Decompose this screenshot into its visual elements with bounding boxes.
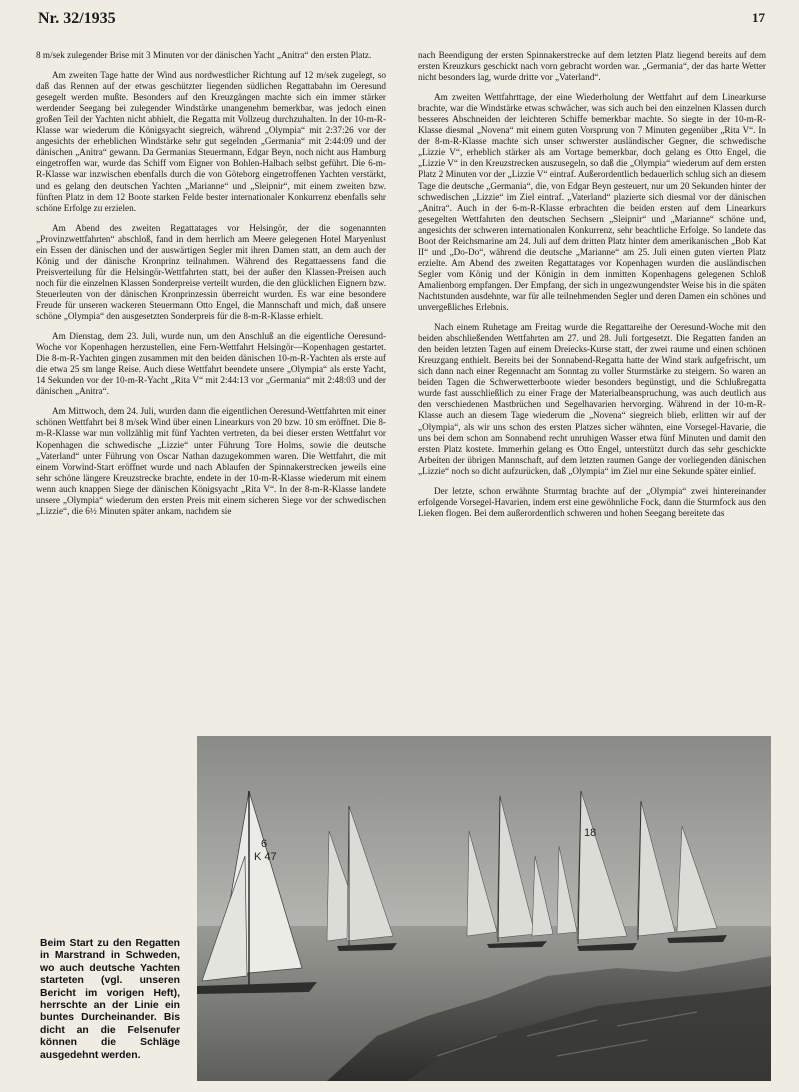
paragraph: Am zweiten Wettfahrttage, der eine Wiederholung der Wettfahrt auf dem Linearkurse brachte, war die Windstärke etwas schwächer, was sich auch bei den einzelnen Klassen durch besseres Abschneiden der leichteren Schiffe bemerkbar machte. So siegte in der 10-m-R-Klasse diesmal „Novena“ mit einem guten Vorsprung von 7 Minuten gegenüber „Rita V“. In der 8-m-R-Klasse machte sich unser schwerster ausländischer Gegner, die schwedische „Lizzie V“, erheblich stärker als am Vortage bemerkbar, doch gelang es Otto Engel, die „Lizzie V“ in den Kreuzstrecken auszusegeln, so daß die „Olympia“ wiederum auf dem ersten Platz 2 Minuten vor der „Lizzie V“ eintraf. Außerordentlich bedauerlich schlug sich an diesem Tage die deutsche „Germania“, die, von Edgar Beyn gesteuert, nur um 20 Sekunden hinter der schwedischen „Lizzie“ im Ziel eintraf. „Vaterland“ plazierte sich diesmal vor der dänischen „Anitra“. Auch in der 6-m-R-Klasse erbrachten die beiden ersten auf dem Linearkurs gesegelten Wettfahrten den deutschen Sechsern „Sleipnir“ und „Marianne“ schöne und, angesichts der schweren internationalen Konkurrenz, sehr beachtliche Erfolge. So landete das Boot der Reichsmarine am 24. Juli auf dem dritten Platz hinter dem amerikanischen „Bob Kat II“ und „Do-Do“, während die deutsche „Marianne“ am 25. Juli einen guten vierten Platz erzielte. Am Abend des zweiten Regattatages vor Kopenhagen wurden die ausländischen Segler vom König und der Königin in dem inmitten Kopenhagens gelegenen Schloß Amalienborg empfangen. Der Empfang, der sich in ungezwungendster Weise bis in die späten Nachtstunden ausdehnte, war für alle teilnehmenden Segler und deren Damen ein schönes und unvergeßliches Erlebnis. <box>418 92 766 313</box>
paragraph: Der letzte, schon erwähnte Sturmtag brachte auf der „Olympia“ zwei hintereinander erfolgende Vorsegel-Havarien, indem erst eine gewöhnliche Fock, dann die Sturmfock aus den Lieken flogen. Bei dem außerordentlich schweren und hohen Seegang bereitete das <box>418 485 766 518</box>
page-number: 17 <box>752 10 765 25</box>
sail-number-top: 6 <box>261 838 268 850</box>
paragraph: Am zweiten Tage hatte der Wind aus nordwestlicher Richtung auf 12 m/sek zugelegt, so daß das Rennen auf der etwas geschützter liegenden südlichen Regattabahn im Oeresund gesegelt werden mußte. Besonders auf den Kreuzgängen machte sich ein immer stärker werdender Seegang bei zulegender Windstärke unangenehm bemerkbar, was jedoch einen großen Teil der Yachten nicht abhielt, die Regatta mit Vollzeug durchzuhalten. In der 10-m-R-Klasse war wiederum die Königsyacht siegreich, während „Olympia“ mit 2:37:26 vor der angesichts der erheblichen Windstärke sehr gut segelnden „Germania“ mit 2:44:09 und der dänischen „Anitra“ gewann. Da Germanias Steuermann, Edgar Beyn, noch nicht aus Hamburg eingetroffen war, wurde das Schiff vom Eigner von Bohlen-Halbach selbst geführt. Die 6-m-R-Klasse war inzwischen ebenfalls durch die von Göteborg eingetroffenen Yachten verstärkt, und es gelang den deutschen Yachten „Marianne“ und „Sleipnir“, mit einem zweiten bzw. fünften Platz in dem 12 Boote starken Felde bester internationaler Konkurrenz ebenfalls sehr schöne Erfolge zu erzielen. <box>36 70 386 213</box>
issue-number: Nr. 32/1935 <box>38 10 116 27</box>
regatta-photo-illustration <box>197 736 771 1081</box>
paragraph: Am Abend des zweiten Regattatages vor Helsingör, der die sogenannten „Provinzwettfahrten“ abschloß, fand in dem herrlich am Meere gelegenen Hotel Maryenlust ein Essen der dänischen und der auswärtigen Segler mit ihren Damen statt, an dem auch der König und der dänische Kronprinz teilnahmen. Während des Regattaessens fand die Preisverteilung für die Helsingör-Wettfahrten statt, bei der außer den Klassen-Preisen auch noch für die einzelnen Klassen Sonderpreise verteilt wurden, die den glücklichen Eignern bzw. Steuerleuten von der dänischen Kronprinzessin überreicht wurden. Es war eine besondere Freude für unseren wackeren Steuermann Otto Engel, die Mannschaft und mich, daß unsere schöne „Olympia“ den ausgesetzten Sonderpreis für die 8-m-R-Klasse erhielt. <box>36 222 386 322</box>
paragraph: Nach einem Ruhetage am Freitag wurde die Regattareihe der Oeresund-Woche mit den beiden abschließenden Wettfahrten am 27. und 28. Juli fortgesetzt. Die Regatten fanden an den beiden letzten Tagen auf einem Dreiecks-Kurse statt, der zwei raume und einen schönen Kreuzgang enthielt. Bereits bei der Sonnabend-Regatta hatte der Wind stark aufgefrischt, um sich dann nach einer Regennacht am Sonntag zu voller Sturmstärke zu steigern. So waren an beiden Tagen die Schwerwetterboote wieder besonders begünstigt, und die Schlußregatta wurde fast ausschließlich zu einer Frage der Materialbeanspruchung, was auch deutlich aus den verschiedenen Mastbrüchen und Segelhavarien hervorging. Während in der 10-m-R-Klasse auch an diesem Tage wiederum die „Novena“ siegreich blieb, erlitten wir auf der „Olympia“, als wir uns schon des ersten Platzes sicher wähnten, eine Vorsegel-Havarie, die uns bei dem schon am Sonnabend recht unruhigen Wasser etwa fünf Minuten und damit den ersten Platz kostete. Immerhin gelang es Otto Engel, unterstützt durch das sehr geschickte Arbeiten der übrigen Mannschaft, auf dem letzten raumen Gange der vorliegenden dänischen „Lizzie“ noch so dicht aufzurücken, daß „Olympia“ im Ziel nur eine Sekunde später einlief. <box>418 322 766 476</box>
paragraph: 8 m/sek zulegender Brise mit 3 Minuten vor der dänischen Yacht „Anitra“ den ersten Platz. <box>36 50 372 60</box>
sail-number-far: 18 <box>584 827 597 839</box>
photo-caption: Beim Start zu den Regatten in Marstrand in Schweden, wo auch deutsche Yachten starteten (vgl. unseren Bericht im vorigen Heft), herrschte an der Linie ein buntes Durcheinander. Bis dicht an die Felsenufer können die Schläge ausgedehnt werden. <box>40 938 180 1061</box>
paragraph: Am Mittwoch, dem 24. Juli, wurden dann die eigentlichen Oeresund-Wettfahrten mit einer schönen Wettfahrt bei 8 m/sek Wind über einen Linearkurs von 20 bzw. 10 sm eröffnet. Die 8-m-R-Klasse war nun vollzählig mit fünf Yachten vertreten, da bei dieser ersten Wettfahrt vor Kopenhagen die schwedische „Lizzie“ unter Führung Tore Holms, sowie die deutsche „Vaterland“ unter Führung von Oscar Nathan dazugekommen waren. Die Wettfahrt, die mit einem Vorwind-Start eröffnet wurde und nach Ablaufen der Spinnakerstrecken jeweils eine sehr schöne längere Kreuzstrecke brachte, endete in der 10-m-R-Klasse wiederum mit einem wenn auch knappen Siege der dänischen Königsyacht „Rita V“. In der 8-m-R-Klasse landete unsere „Olympia“ wiederum den ersten Preis mit einem sicheren Siege vor der schwedischen „Lizzie“, die 6½ Minuten später ankam, nachdem sie <box>36 406 386 516</box>
sail-number-bottom: K 47 <box>254 851 277 863</box>
paragraph: Am Dienstag, dem 23. Juli, wurde nun, um den Anschluß an die eigentliche Oeresund-Woche vor Kopenhagen herzustellen, eine Fern-Wettfahrt Helsingör—Kopenhagen gestartet. Die 8-m-R-Yachten gingen zusammen mit den beiden dänischen 10-m-R-Yachten als erste auf die etwa 25 sm lange Reise. Auch diese Wettfahrt beendete unsere „Olympia“ als erste Yacht, 14 Sekunden vor der 10-m-R-Yacht „Rita V“ mit 2:44:13 vor „Germania“ mit 2:48:03 und der dänischen „Anitra“. <box>36 331 386 397</box>
paragraph: nach Beendigung der ersten Spinnakerstrecke auf dem letzten Platz liegend bereits auf dem ersten Kreuzkurs geschickt nach vorn gebracht worden war. „Germania“, der das harte Wetter nicht besonders lag, wurde dritte vor „Vaterland“. <box>418 50 766 83</box>
regatta-photo <box>197 736 771 1081</box>
right-text-column <box>418 50 766 528</box>
left-text-column <box>36 50 386 526</box>
